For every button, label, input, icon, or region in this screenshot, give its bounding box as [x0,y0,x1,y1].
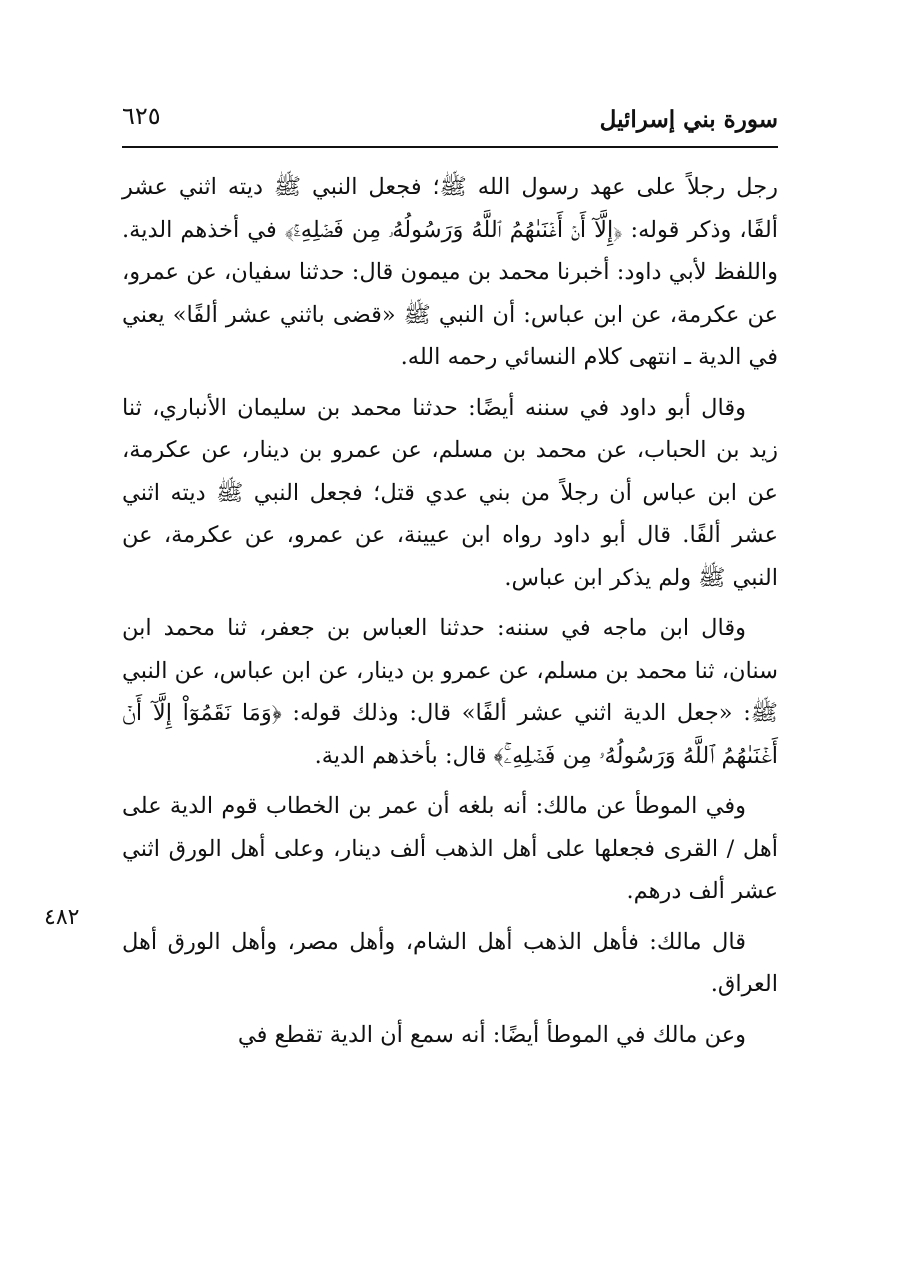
paragraph-6: وعن مالك في الموطأ أيضًا: أنه سمع أن الدية تقطع في [237,1021,746,1048]
header-divider [122,146,778,148]
page-header [122,100,778,140]
page-number: ٦٢٥ [122,102,161,130]
paragraph-5: قال مالك: فأهل الذهب أهل الشام، وأهل مصر، وأهل الورق أهل العراق. [122,928,778,997]
page-body [122,166,778,1064]
paragraph-1: رجل رجلاً على عهد رسول الله ﷺ؛ فجعل النبي ﷺ ديته اثني عشر ألفًا، وذكر قوله: ﴿إِلَّآ أَنۡ أَغۡنَىٰهُمُ ٱللَّهُ وَرَسُولُهُۥ مِن فَضۡلِهِۦۚ﴾ في أخذهم الدية. واللفظ لأبي داود: أخبرنا محمد بن ميمون قال: حدثنا سفيان، عن عمرو، عن عكرمة، عن ابن عباس: أن النبي ﷺ «قضى باثني عشر ألفًا» يعني في الدية ـ انتهى كلام النسائي رحمه الله. [122,174,778,370]
paragraph-3: وقال ابن ماجه في سننه: حدثنا العباس بن جعفر، ثنا محمد ابن سنان، ثنا محمد بن مسلم، عن عمرو بن دينار، عن ابن عباس، عن النبي ﷺ: «جعل الدية اثني عشر ألفًا» قال: وذلك قوله: ﴿وَمَا نَقَمُوٓاْ إِلَّآ أَنۡ أَغۡنَىٰهُمُ ٱللَّهُ وَرَسُولُهُۥ مِن فَضۡلِهِۦۚ﴾ قال: بأخذهم الدية. [122,615,778,769]
paragraph-2: وقال أبو داود في سننه أيضًا: حدثنا محمد بن سليمان الأنباري، ثنا زيد بن الحباب، عن محمد بن مسلم، عن عمرو بن دينار، عن عكرمة، عن ابن عباس أن رجلاً من بني عدي قتل؛ فجعل النبي ﷺ ديته اثني عشر ألفًا. قال أبو داود رواه ابن عيينة، عن عمرو، عن عكرمة، عن النبي ﷺ ولم يذكر ابن عباس. [122,394,778,591]
chapter-title: سورة بني إسرائيل [599,106,778,133]
paragraph-4: وفي الموطأ عن مالك: أنه بلغه أن عمر بن الخطاب قوم الدية على أهل / القرى فجعلها على أهل الذهب ألف دينار، وعلى أهل الورق اثني عشر ألف درهم. [122,793,778,904]
margin-page-reference: ٤٨٢ [44,905,80,930]
